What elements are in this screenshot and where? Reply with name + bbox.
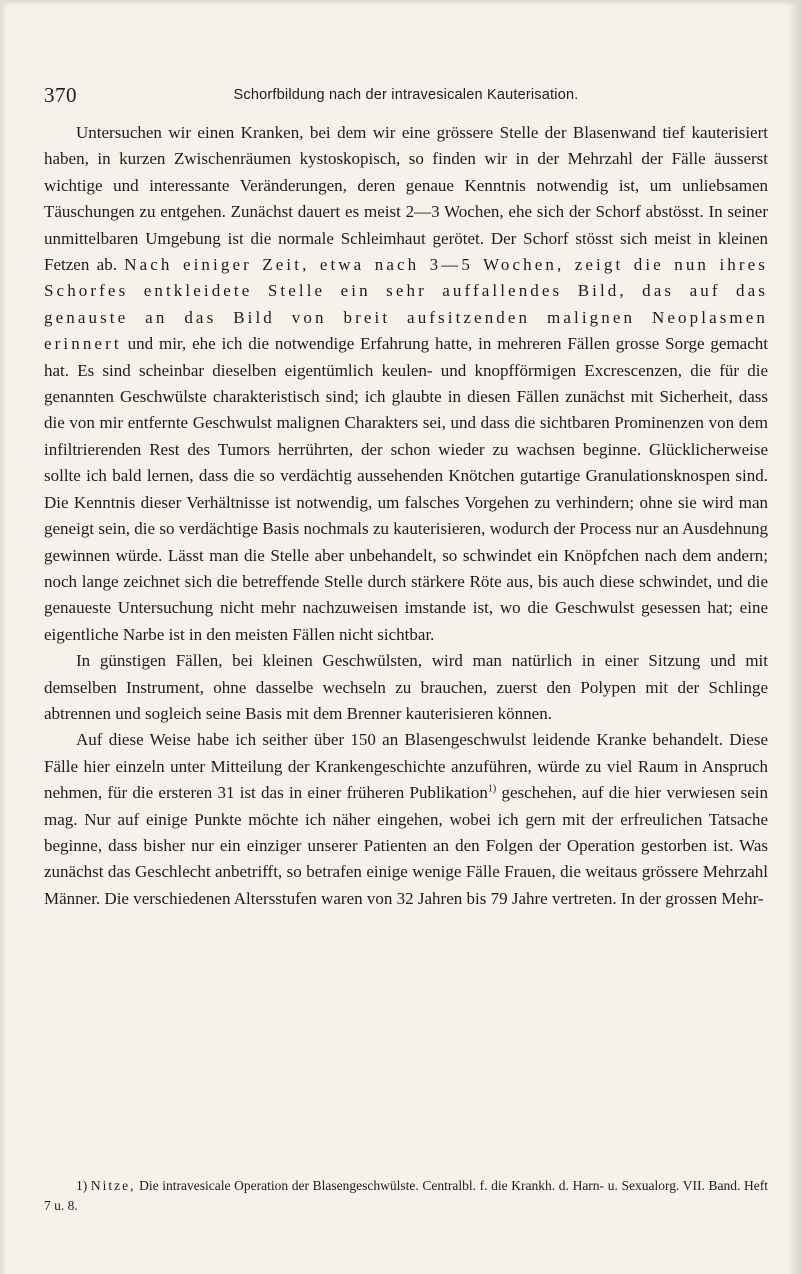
footnotes — [44, 1176, 768, 1216]
page-edge-shadow-right — [787, 0, 801, 1274]
footnote-author: Nitze, — [90, 1178, 136, 1193]
page-edge-shadow-top — [0, 0, 801, 6]
spaced-emphasis: Nach einiger Zeit, etwa nach 3—5 Wochen, zeigt die nun ihres Schorfes entkleidete Stelle ein sehr auffallendes Bild, das auf das genauste an das Bild von breit aufsitzenden malignen Neoplasmen erinnert — [44, 255, 768, 354]
footnote-1 — [44, 1176, 768, 1216]
footnote-marker: 1) — [76, 1178, 91, 1193]
paragraph-1-text-a: Untersuchen wir einen Kranken, bei dem wir eine grössere Stelle der Blasenwand tief kauterisiert haben, in kurzen Zwischenräumen kystoskopisch, so finden wir in der Mehrzahl der Fälle äusserst wichtige und interessante Veränderungen, deren genaue Kenntnis notwendig ist, um unliebsamen Täuschungen zu entgehen. Zunächst dauert es meist 2—3 Wochen, ehe sich der Schorf abstösst. In seiner unmittelbaren Umgebung ist die normale Schleimhaut gerötet. Der Schorf stösst sich meist in kleinen Fetzen ab. — [44, 123, 768, 275]
footnote-text: Die intravesicale Operation der Blasengeschwülste. Centralbl. f. die Krankh. d. Harn- u. Sexualorg. VII. Band. Heft 7 u. 8. — [44, 1178, 768, 1213]
running-head — [44, 83, 768, 107]
body-text — [44, 120, 768, 912]
paragraph-1-text-b: und mir, ehe ich die notwendige Erfahrung hatte, in mehreren Fällen grosse Sorge gemacht hat. Es sind scheinbar dieselben eigentümlich keulen- und knopfförmigen Excrescenzen, die für die genannten Geschwülste charakteristisch sind; ich glaubte in diesen Fällen zunächst mit Sicherheit, dass die von mir entfernte Geschwulst malignen Charakters sei, und dass die sichtbaren Prominenzen von dem infiltrierenden Rest des Tumors herrührten, der schon wieder zu wachsen beginne. Glücklicherweise sollte ich bald lernen, dass die so verdächtig aussehenden Knötchen gutartige Granulationsknospen sind. Die Kenntnis dieser Verhältnisse ist notwendig, um falsches Vorgehen zu verhindern; ohne sie wird man geneigt sein, die so verdächtige Basis nochmals zu kauterisieren, wodurch der Process nur an Ausdehnung gewinnen würde. Lässt man die Stelle aber unbehandelt, so schwindet ein Knöpfchen nach dem andern; noch lange zeichnet sich die betreffende Stelle durch stärkere Röte aus, bis auch diese schwindet, und die genaueste Untersuchung nicht mehr nachzuweisen imstande ist, wo die Geschwulst gesessen hat; eine eigentliche Narbe ist in den meisten Fällen nicht sichtbar. — [44, 334, 768, 644]
paragraph-3 — [44, 727, 768, 912]
paragraph-3-text-a: Auf diese Weise habe ich seither über 150 an Blasengeschwulst leidende Kranke behandelt. Diese Fälle hier einzeln unter Mitteilung der Krankengeschichte anzuführen, würde zu viel Raum in Anspruch nehmen, für die ersteren 31 ist das in einer früheren Publikation — [44, 730, 768, 803]
footnote-reference: 1) — [487, 783, 497, 795]
paragraph-1 — [44, 120, 768, 648]
paragraph-3-text-b: geschehen, auf die hier verwiesen sein mag. Nur auf einige Punkte möchte ich näher eingehen, wobei ich gern mit der erfreulichen Tatsache beginne, dass bisher nur ein einziger unserer Patienten an den Folgen der Operation gestorben ist. Was zunächst das Geschlecht anbetrifft, so betrafen einige wenige Fälle Frauen, die weitaus grössere Mehrzahl Männer. Die verschiedenen Altersstufen waren von 32 Jahren bis 79 Jahre vertreten. In der grossen Mehr- — [44, 783, 769, 908]
running-title: Schorfbildung nach der intravesicalen Kauterisation. — [233, 87, 579, 103]
page-edge-shadow-left — [0, 0, 8, 1274]
page-number: 370 — [44, 83, 77, 107]
paragraph-2: In günstigen Fällen, bei kleinen Geschwülsten, wird man natürlich in einer Sitzung und mit demselben Instrument, ohne dasselbe wechseln zu brauchen, zuerst den Polypen mit der Schlinge abtrennen und sogleich seine Basis mit dem Brenner kauterisieren können. — [44, 651, 768, 723]
